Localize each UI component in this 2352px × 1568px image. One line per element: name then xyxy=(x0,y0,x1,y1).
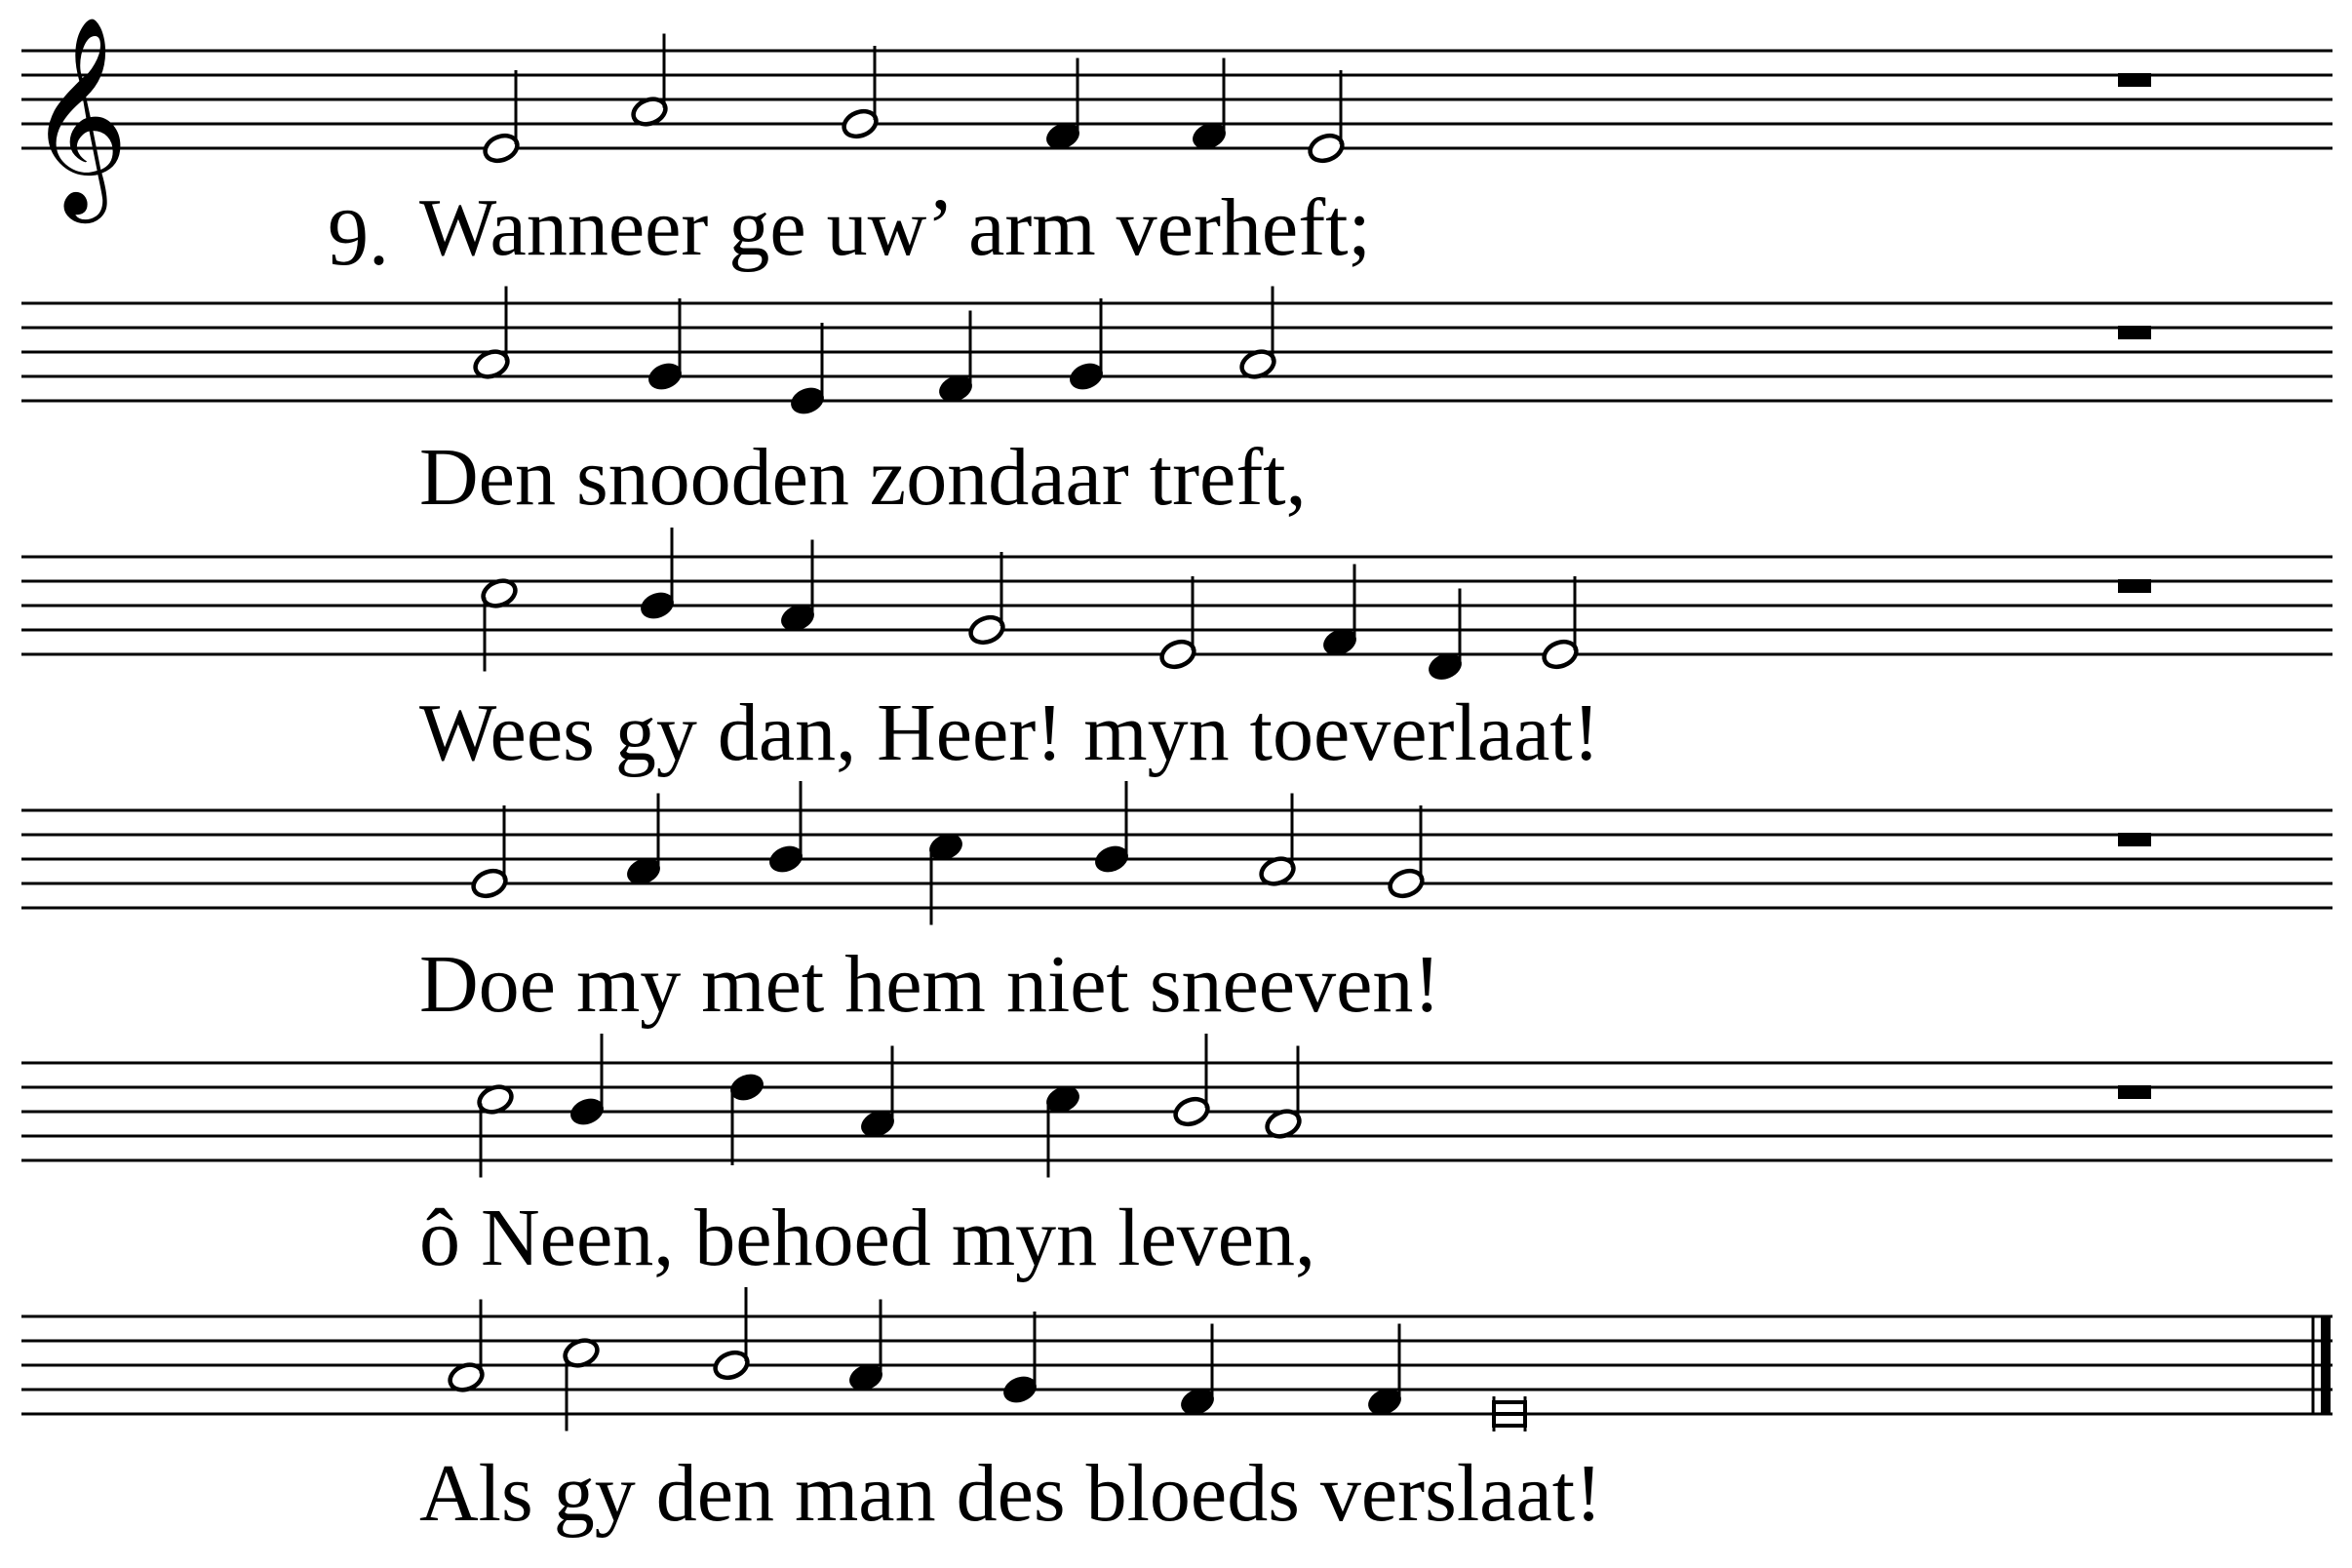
rest-mark xyxy=(2118,1085,2151,1099)
rest-mark xyxy=(2118,326,2151,339)
final-barline-thick xyxy=(2321,1316,2331,1414)
lyric-line-5: ô Neen, behoed myn leven, xyxy=(419,1193,1316,1283)
rest-mark xyxy=(2118,833,2151,846)
rest-mark xyxy=(2118,579,2151,593)
lyric-line-4: Doe my met hem niet sneeven! xyxy=(419,939,1441,1030)
verse-number: 9. xyxy=(328,192,389,283)
lyric-line-3: Wees gy dan, Heer! myn toeverlaat! xyxy=(419,687,1600,778)
lyric-line-6: Als gy den man des bloeds verslaat! xyxy=(419,1448,1603,1539)
lyric-line-2: Den snooden zondaar treft, xyxy=(419,432,1307,523)
rest-mark xyxy=(2118,73,2151,87)
lyric-line-1: Wanneer ge uw’ arm verheft; xyxy=(419,182,1371,273)
treble-clef-icon: 𝄞 xyxy=(27,15,130,215)
